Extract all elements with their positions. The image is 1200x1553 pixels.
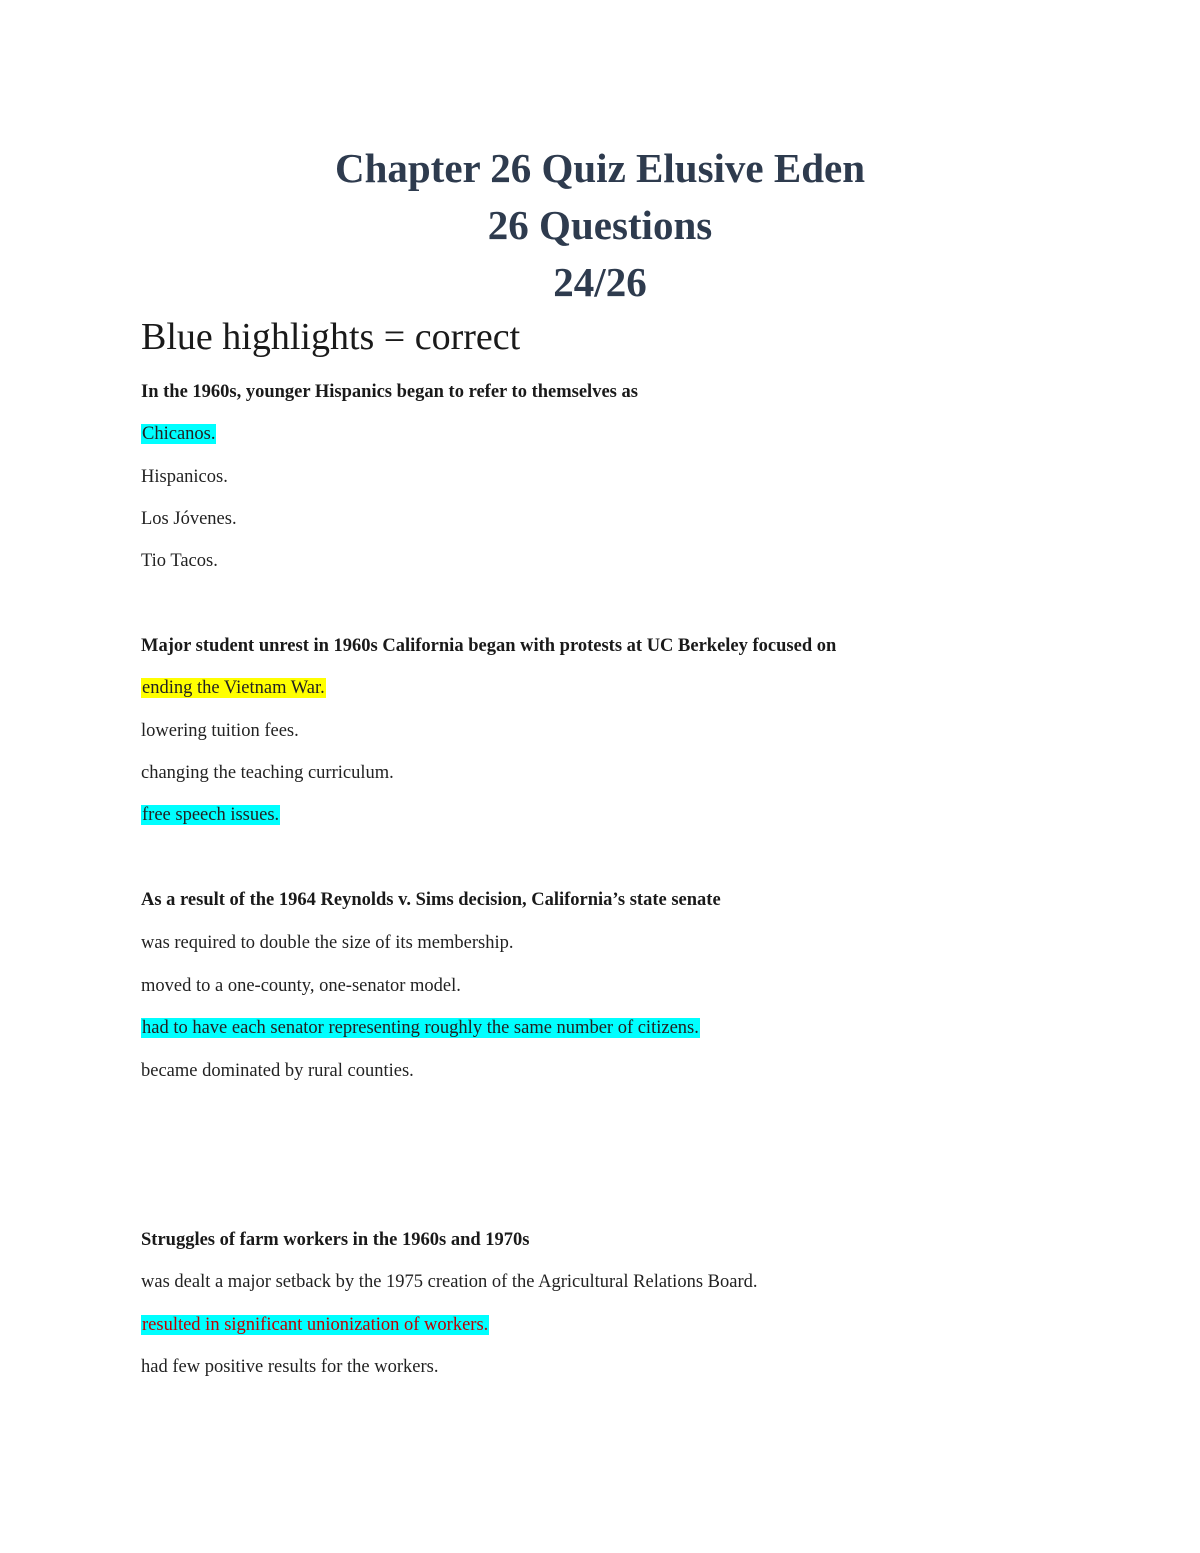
question-prompt: Major student unrest in 1960s California began with protests at UC Berkeley focused on bbox=[141, 636, 837, 656]
answer-option: Los Jóvenes. bbox=[141, 509, 237, 529]
wrong-highlight: ending the Vietnam War. bbox=[142, 678, 325, 698]
answer-option: moved to a one-county, one-senator model. bbox=[141, 976, 461, 996]
answer-option bbox=[141, 1313, 489, 1337]
answer-option bbox=[141, 676, 326, 700]
question-prompt: In the 1960s, younger Hispanics began to refer to themselves as bbox=[141, 382, 638, 402]
answer-option: was required to double the size of its membership. bbox=[141, 933, 514, 953]
correct-highlight: Chicanos. bbox=[142, 424, 216, 444]
answer-option: changing the teaching curriculum. bbox=[141, 763, 394, 783]
correct-highlight: resulted in significant unionization of workers. bbox=[142, 1315, 489, 1335]
highlight-legend: Blue highlights = correct bbox=[141, 316, 521, 358]
answer-option: Hispanicos. bbox=[141, 467, 228, 487]
answer-option bbox=[141, 1016, 700, 1040]
answer-option bbox=[141, 803, 280, 827]
answer-option: Tio Tacos. bbox=[141, 551, 218, 571]
answer-option: was dealt a major setback by the 1975 creation of the Agricultural Relations Board. bbox=[141, 1272, 758, 1292]
score: 24/26 bbox=[553, 259, 647, 305]
answer-option: had few positive results for the workers. bbox=[141, 1357, 439, 1377]
question-count: 26 Questions bbox=[487, 202, 713, 248]
answer-option bbox=[141, 422, 216, 446]
answer-option: became dominated by rural counties. bbox=[141, 1061, 414, 1081]
quiz-title: Chapter 26 Quiz Elusive Eden bbox=[334, 145, 866, 191]
answer-option: lowering tuition fees. bbox=[141, 721, 299, 741]
correct-highlight: free speech issues. bbox=[142, 805, 280, 825]
question-prompt: Struggles of farm workers in the 1960s and 1970s bbox=[141, 1230, 530, 1250]
question-prompt: As a result of the 1964 Reynolds v. Sims decision, California’s state senate bbox=[141, 890, 721, 910]
correct-highlight: had to have each senator representing roughly the same number of citizens. bbox=[142, 1018, 699, 1038]
